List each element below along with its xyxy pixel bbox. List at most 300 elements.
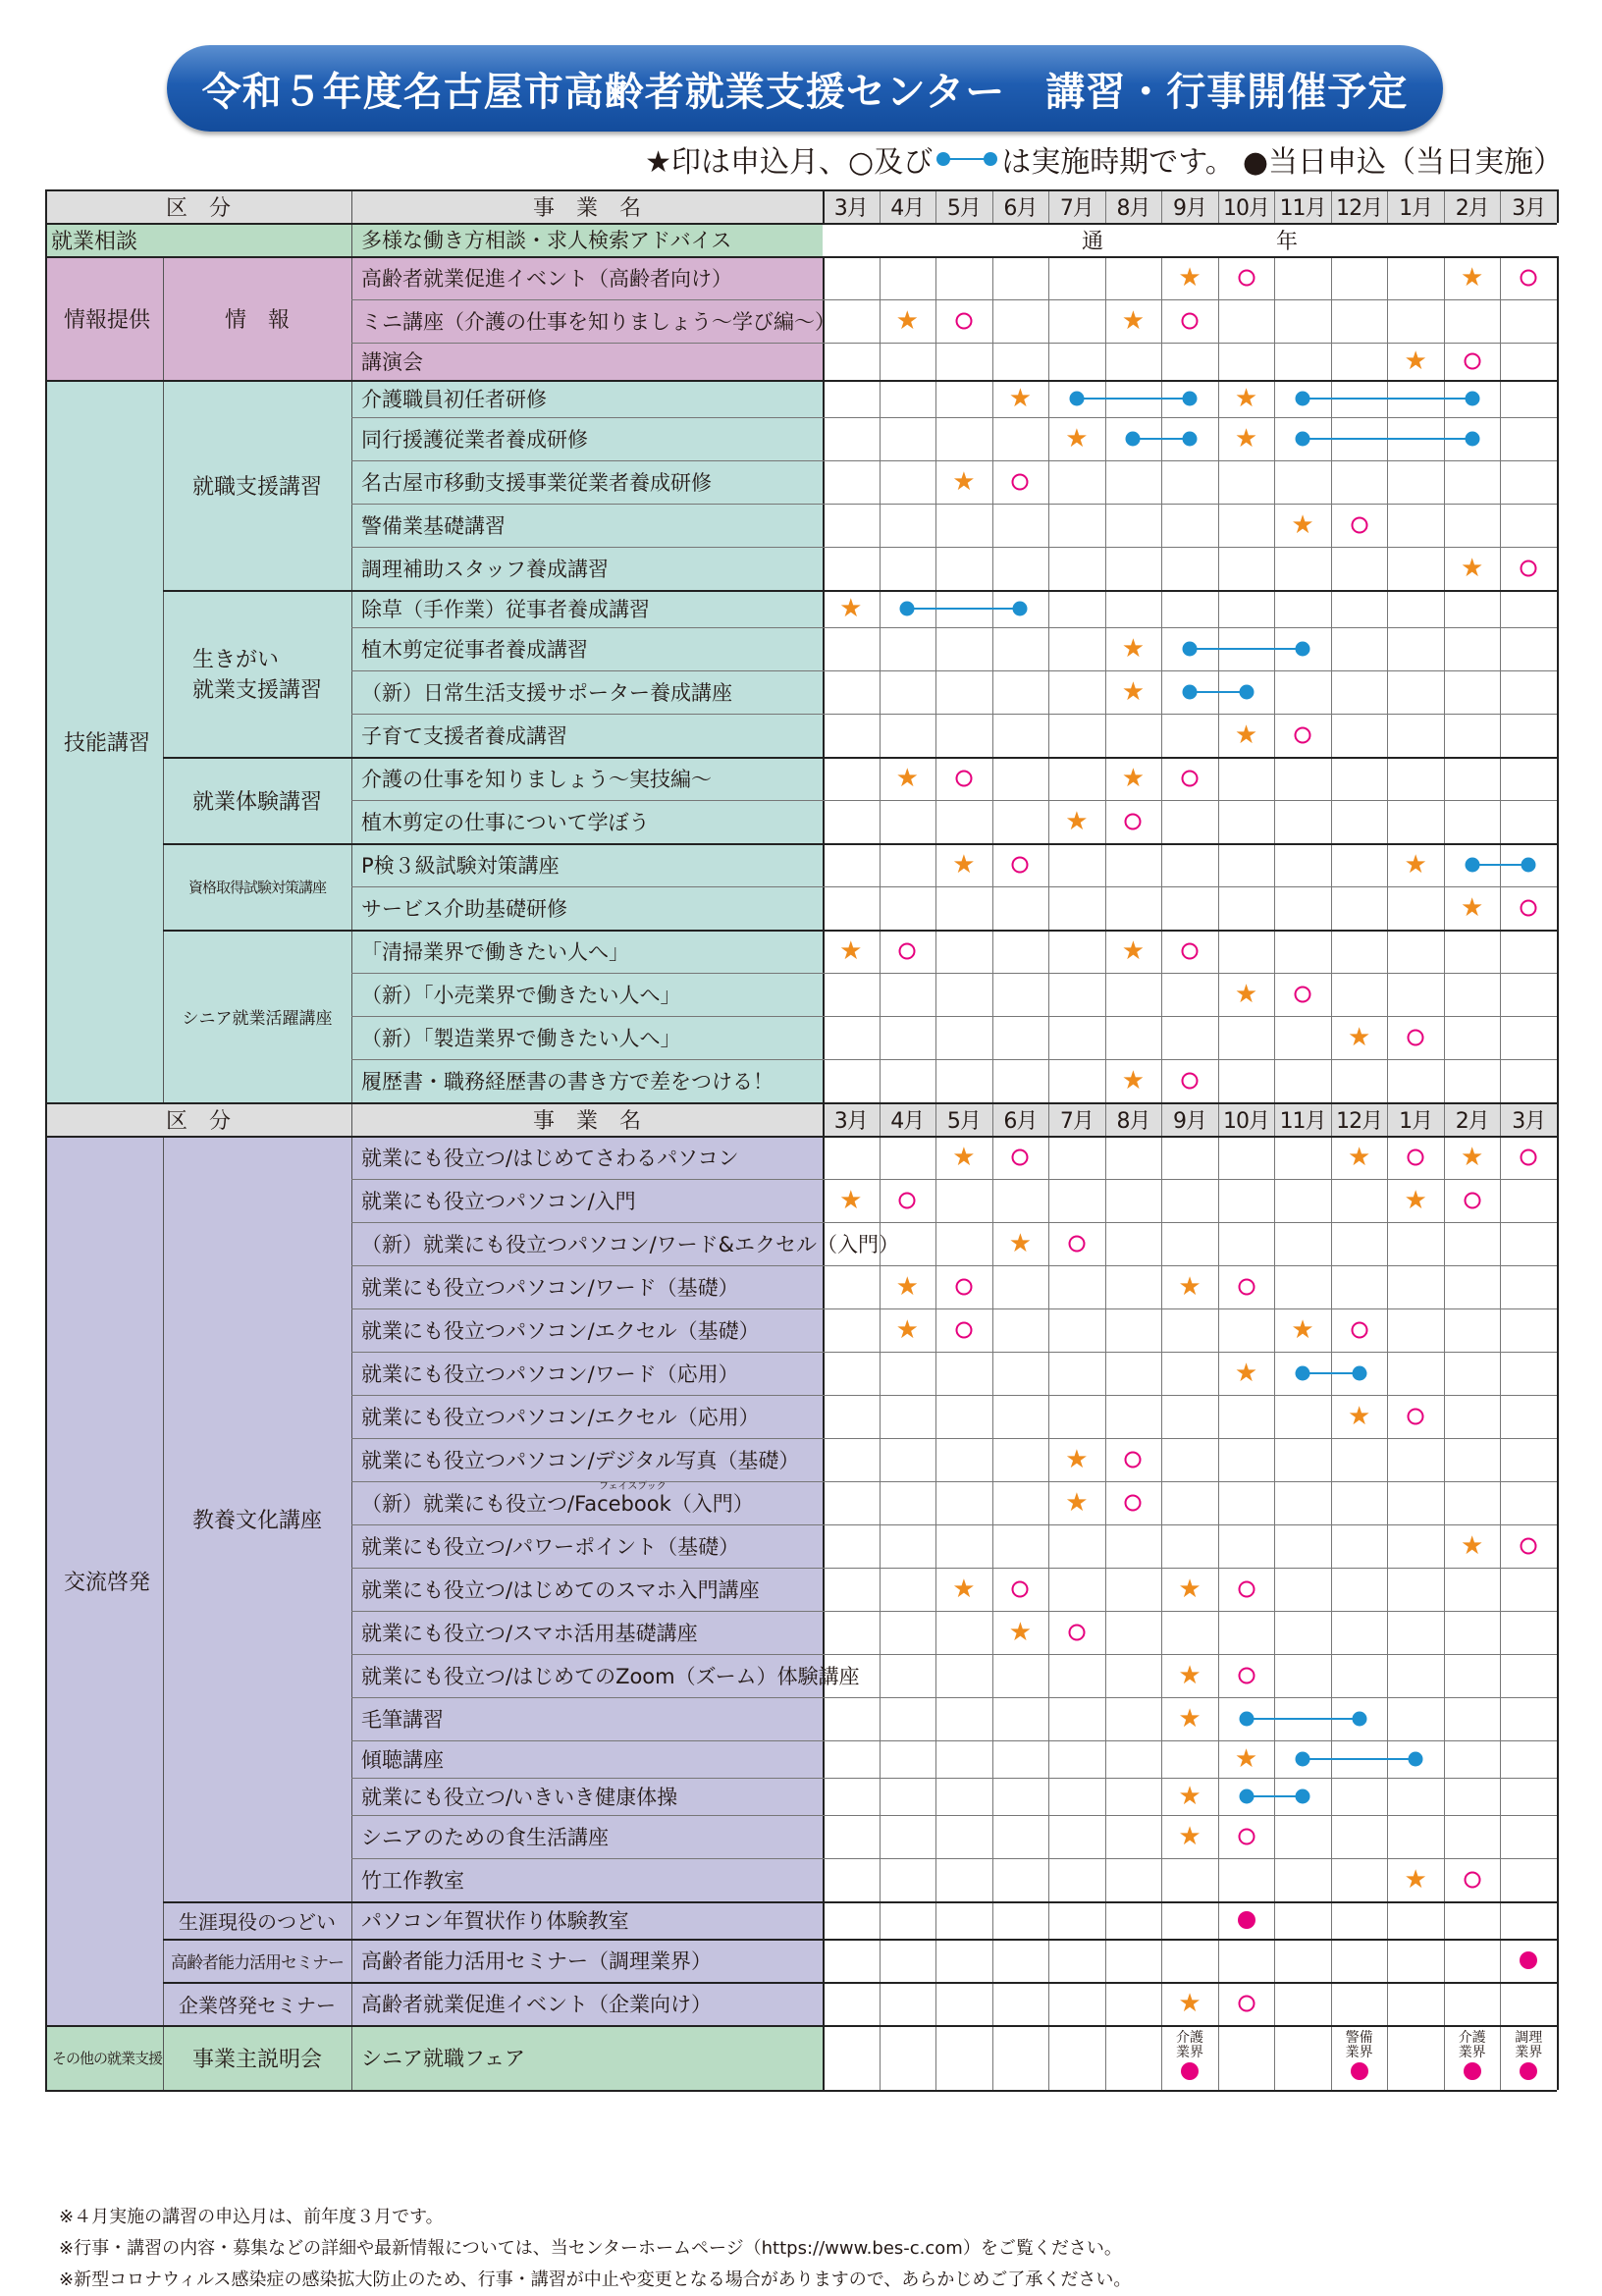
- grid-vline: [880, 189, 881, 223]
- dot-icon: [1183, 685, 1198, 700]
- row-name: 就業にも役立つ/パワーポイント（基礎）: [351, 1524, 823, 1568]
- star-icon: ★: [895, 1315, 919, 1345]
- grid-hline: [351, 547, 1557, 548]
- grid-vline: [351, 189, 352, 2090]
- grid-vline: [1557, 256, 1559, 1102]
- subgroup-4: 資格取得試験対策講座: [163, 843, 351, 930]
- subgroup-10: 事業主説明会: [163, 2025, 351, 2090]
- grid-hline: [351, 1179, 1557, 1180]
- row-name: 就業にも役立つパソコン/ワード（応用）: [351, 1352, 823, 1395]
- grid-vline: [1500, 1102, 1501, 2090]
- legend-star-text: ★印は申込月、: [645, 145, 849, 180]
- grid-vline: [935, 256, 936, 1102]
- grid-hline: [351, 343, 1557, 344]
- dot-icon: [1126, 432, 1141, 447]
- dot-icon: [1352, 1366, 1366, 1381]
- row-name: 就業にも役立つ/はじめてのZoom（ズーム）体験講座: [351, 1654, 823, 1697]
- circle-icon: [1125, 814, 1142, 830]
- row-name: 介護の仕事を知りましょう～実技編～: [351, 757, 823, 800]
- star-icon: ★: [1008, 1618, 1033, 1647]
- row-name: 警備業基礎講習: [351, 504, 823, 547]
- legend: [645, 135, 1563, 183]
- star-icon: ★: [1178, 1782, 1202, 1811]
- star-icon: ★: [952, 467, 976, 497]
- row-name: 就業にも役立つ/いきいき健康体操: [351, 1778, 823, 1815]
- month-header: 4月: [880, 189, 936, 223]
- grid-hline: [163, 1982, 1557, 1984]
- grid-hline: [351, 1438, 1557, 1439]
- star-icon: ★: [1178, 1822, 1202, 1851]
- note-2: ※行事・講習の内容・募集などの詳細や最新情報については、当センターホームページ（https://www.bes-c.com）をご覧ください。: [59, 2238, 1122, 2259]
- month-header: 3月: [1500, 189, 1557, 223]
- circle-icon: [1521, 561, 1537, 577]
- circle-icon: [1408, 1409, 1424, 1425]
- dot-icon: [1296, 642, 1310, 657]
- month-header: 11月: [1274, 189, 1331, 223]
- dot-icon: [1465, 392, 1479, 406]
- month-header: 10月: [1218, 1102, 1275, 1136]
- grid-hline: [351, 1059, 1557, 1060]
- grid-hline: [351, 1568, 1557, 1569]
- grid-vline: [1331, 1102, 1332, 2090]
- legend-period-text: は実施時期です。: [1001, 145, 1235, 180]
- grid-vline: [1048, 189, 1049, 223]
- star-icon: ★: [1121, 936, 1146, 966]
- grid-hline: [351, 1697, 1557, 1698]
- month-header: 12月: [1331, 189, 1388, 223]
- grid-hline: [351, 1265, 1557, 1266]
- grid-hline: [351, 670, 1557, 671]
- month-header: 7月: [1048, 189, 1105, 223]
- circle-icon: [1012, 474, 1029, 491]
- schedule-table: [45, 189, 1557, 2191]
- row-name: 就業にも役立つパソコン/入門: [351, 1179, 823, 1222]
- grid-hline: [351, 1524, 1557, 1525]
- subgroup-0: 情 報: [163, 256, 351, 380]
- month-header: 1月: [1387, 189, 1444, 223]
- grid-vline: [1444, 189, 1445, 223]
- subgroup-8: 高齢者能力活用セミナー: [163, 1939, 351, 1982]
- pink-dot-icon: [1181, 2062, 1199, 2080]
- circle-icon: [1408, 1030, 1424, 1046]
- circle-icon: [1464, 353, 1480, 370]
- dot-icon: [1296, 1789, 1310, 1804]
- period-line: [1190, 691, 1247, 693]
- circle-icon: [1012, 1581, 1029, 1598]
- grid-hline: [351, 1395, 1557, 1396]
- circle-icon: [1238, 1668, 1255, 1684]
- star-icon: ★: [895, 764, 919, 793]
- grid-hline: [45, 2025, 1557, 2027]
- grid-hline: [351, 299, 1557, 300]
- period-line: [1303, 398, 1472, 400]
- grid-hline: [351, 973, 1557, 974]
- row-name: 就業にも役立つパソコン/ワード（基礎）: [351, 1265, 823, 1308]
- row-name: 高齢者就業促進イベント（高齢者向け）: [351, 256, 823, 299]
- star-icon: ★: [895, 306, 919, 336]
- row-name: シニアのための食生活講座: [351, 1815, 823, 1858]
- ruby-text: フェイスブック: [599, 1481, 667, 1492]
- dot-icon: [1296, 392, 1310, 406]
- grid-vline: [823, 256, 825, 1102]
- row-name: 就業にも役立つパソコン/エクセル（基礎）: [351, 1308, 823, 1352]
- grid-hline: [163, 590, 1557, 592]
- grid-hline: [351, 1858, 1557, 1859]
- row-name: （新）「小売業界で働きたい人へ」: [351, 973, 823, 1016]
- star-icon: ★: [1461, 554, 1484, 583]
- star-icon: ★: [1178, 263, 1202, 293]
- period-line: [1472, 864, 1529, 866]
- pink-dot-icon: [1464, 2062, 1481, 2080]
- row-name: 履歴書・職務経歴書の書き方で差をつける！: [351, 1059, 823, 1102]
- row-name: パソコン年賀状作り体験教室: [351, 1901, 823, 1939]
- circle-icon: [1521, 1149, 1537, 1166]
- grid-vline: [1557, 1102, 1559, 2090]
- circle-icon: [899, 1193, 916, 1209]
- grid-vline: [1274, 189, 1275, 223]
- circle-icon: [1182, 313, 1199, 330]
- star-icon: ★: [1008, 1229, 1033, 1258]
- grid-vline: [1500, 189, 1501, 223]
- row-name: 講演会: [351, 343, 823, 380]
- circle-icon: [1408, 1149, 1424, 1166]
- notes: [59, 2202, 1131, 2296]
- star-icon: ★: [1178, 1661, 1202, 1690]
- circle-icon: [1295, 727, 1311, 744]
- month-header: 3月: [823, 1102, 880, 1136]
- dot-icon: [1239, 685, 1254, 700]
- month-header: 8月: [1105, 189, 1162, 223]
- header-name: 事 業 名: [351, 1102, 823, 1136]
- grid-vline: [1444, 256, 1445, 1102]
- dot-icon: [1013, 602, 1028, 616]
- circle-icon: [1182, 1073, 1199, 1090]
- grid-vline: [935, 189, 936, 223]
- period-line: [1133, 438, 1190, 440]
- circle-icon: [1351, 517, 1367, 534]
- dot-icon: [1239, 1789, 1254, 1804]
- group-1: 情報提供: [45, 256, 163, 380]
- group-4: その他の就業支援: [45, 2025, 163, 2090]
- month-header: 3月: [1500, 1102, 1557, 1136]
- grid-vline: [880, 1102, 881, 2090]
- row-name: 除草（手作業）従事者養成講習: [351, 590, 823, 627]
- row-name: P検３級試験対策講座: [351, 843, 823, 886]
- row-name-text: （新）就業にも役立つ/Facebook（入門）: [361, 1492, 754, 1516]
- month-header: 6月: [992, 1102, 1049, 1136]
- row-name: 同行援護従業者養成研修: [351, 417, 823, 460]
- grid-hline: [163, 843, 1557, 845]
- grid-vline: [1218, 256, 1219, 1102]
- month-header: 2月: [1444, 1102, 1501, 1136]
- period-line: [1190, 648, 1303, 650]
- grid-hline: [351, 627, 1557, 628]
- row-name: 高齢者能力活用セミナー（調理業界）: [351, 1939, 823, 1982]
- star-icon: ★: [1008, 384, 1033, 413]
- month-header: 2月: [1444, 189, 1501, 223]
- circle-icon: [1182, 771, 1199, 787]
- dot-line-icon: [936, 151, 997, 167]
- note-3: ※新型コロナウィルス感染症の感染拡大防止のため、行事・講習が中止や変更となる場合がありますので、あらかじめご了承ください。: [59, 2269, 1132, 2290]
- group-3: 交流啓発: [45, 1136, 163, 2025]
- row-name: 就業にも役立つパソコン/デジタル写真（基礎）: [351, 1438, 823, 1481]
- row-name: サービス介助基礎研修: [351, 886, 823, 930]
- row-name: 就業にも役立つ/スマホ活用基礎講座: [351, 1611, 823, 1654]
- pink-dot-icon: [1351, 2062, 1368, 2080]
- grid-vline: [1444, 1102, 1445, 2090]
- grid-hline: [351, 1016, 1557, 1017]
- row-name: 多様な働き方相談・求人検索アドバイス: [351, 223, 823, 256]
- star-icon: ★: [1178, 1989, 1202, 2018]
- grid-hline: [351, 800, 1557, 801]
- period-line: [1247, 1795, 1304, 1797]
- dot-icon: [1183, 642, 1198, 657]
- circle-icon: [1125, 1452, 1142, 1468]
- star-icon: ★: [839, 936, 863, 966]
- subgroup-2: 生きがい 就業支援講習: [163, 590, 351, 757]
- star-icon: ★: [1404, 850, 1427, 880]
- grid-vline: [935, 1102, 936, 2090]
- grid-vline: [1161, 1102, 1162, 2090]
- grid-hline: [45, 256, 1557, 258]
- grid-hline: [351, 1481, 1557, 1482]
- subgroup-6: 教養文化講座: [163, 1136, 351, 1901]
- star-icon: ★: [1121, 764, 1146, 793]
- grid-hline: [351, 714, 1557, 715]
- circle-icon: [955, 771, 972, 787]
- row-name: 就業にも役立つパソコン/エクセル（応用）: [351, 1395, 823, 1438]
- star-icon: ★: [1291, 510, 1314, 540]
- subgroup-1: 就職支援講習: [163, 380, 351, 590]
- header-name: 事 業 名: [351, 189, 823, 223]
- row-name: 植木剪定の仕事について学ぼう: [351, 800, 823, 843]
- grid-vline: [1161, 256, 1162, 1102]
- grid-vline: [45, 189, 47, 2090]
- star-icon: ★: [1121, 306, 1146, 336]
- row-name: 植木剪定従事者養成講習: [351, 627, 823, 670]
- grid-vline: [1274, 1102, 1275, 2090]
- circle-icon: [1464, 1193, 1480, 1209]
- circle-icon: [1012, 1149, 1029, 1166]
- dot-icon: [1296, 1366, 1310, 1381]
- month-header: 10月: [1218, 189, 1275, 223]
- star-icon: ★: [895, 1272, 919, 1302]
- grid-hline: [163, 1939, 1557, 1941]
- grid-vline: [1048, 1102, 1049, 2090]
- dot-icon: [1296, 432, 1310, 447]
- grid-vline: [1331, 256, 1332, 1102]
- star-icon: ★: [839, 594, 863, 623]
- star-icon: ★: [1404, 1865, 1427, 1895]
- star-icon: ★: [1404, 1186, 1427, 1215]
- row-name: 毛筆講習: [351, 1697, 823, 1740]
- subgroup-3: 就業体験講習: [163, 757, 351, 843]
- grid-hline: [351, 417, 1557, 418]
- group-0: 就業相談: [45, 223, 351, 256]
- grid-hline: [163, 757, 1557, 759]
- dot-icon: [1239, 1712, 1254, 1727]
- star-icon: ★: [1065, 1488, 1089, 1518]
- grid-vline: [823, 189, 825, 223]
- star-icon: ★: [1234, 384, 1258, 413]
- row-name: 名古屋市移動支援事業従業者養成研修: [351, 460, 823, 504]
- grid-hline: [45, 1136, 1557, 1138]
- row-name: [351, 1481, 823, 1524]
- row-name: （新）日常生活支援サポーター養成講座: [351, 670, 823, 714]
- grid-vline: [1105, 256, 1106, 1102]
- star-icon: ★: [1234, 721, 1258, 750]
- grid-hline: [45, 2090, 1557, 2092]
- row-name: シニア就職フェア: [351, 2025, 823, 2090]
- dot-icon: [1183, 392, 1198, 406]
- star-icon: ★: [1347, 1023, 1371, 1052]
- star-icon: ★: [1461, 263, 1484, 293]
- period-line: [907, 608, 1020, 610]
- grid-vline: [1387, 1102, 1388, 2090]
- row-name: 高齢者就業促進イベント（企業向け）: [351, 1982, 823, 2025]
- grid-hline: [45, 1102, 1557, 1104]
- row-name: ミニ講座（介護の仕事を知りましょう～学び編～）: [351, 299, 823, 343]
- star-icon: ★: [1234, 980, 1258, 1009]
- grid-hline: [351, 1308, 1557, 1309]
- month-header: 8月: [1105, 1102, 1162, 1136]
- grid-vline: [880, 256, 881, 1102]
- row-name: （新）「製造業界で働きたい人へ」: [351, 1016, 823, 1059]
- circle-icon: [1068, 1625, 1085, 1641]
- circle-icon: [955, 1322, 972, 1339]
- row-name: 「清掃業界で働きたい人へ」: [351, 930, 823, 973]
- legend-sameday-text: ●当日申込（当日実施）: [1242, 145, 1563, 180]
- dot-icon: [1522, 858, 1536, 873]
- circle-icon: [1238, 1279, 1255, 1296]
- dot-icon: [1409, 1752, 1423, 1767]
- circle-icon: [1521, 270, 1537, 287]
- grid-hline: [351, 1611, 1557, 1612]
- circle-icon: [1521, 900, 1537, 917]
- row-name: 介護職員初任者研修: [351, 380, 823, 417]
- grid-hline: [351, 1740, 1557, 1741]
- grid-hline: [351, 886, 1557, 887]
- star-icon: ★: [952, 1143, 976, 1172]
- circle-icon: [955, 1279, 972, 1296]
- grid-hline: [351, 1815, 1557, 1816]
- star-icon: ★: [1065, 807, 1089, 836]
- grid-hline: [163, 930, 1557, 932]
- month-header: 9月: [1161, 189, 1218, 223]
- star-icon: ★: [1347, 1143, 1371, 1172]
- pink-dot-icon: [1238, 1911, 1255, 1929]
- grid-vline: [1161, 189, 1162, 223]
- grid-vline: [163, 256, 164, 1102]
- grid-hline: [351, 1778, 1557, 1779]
- row-name: 子育て支援者養成講習: [351, 714, 823, 757]
- star-icon: ★: [1234, 1359, 1258, 1388]
- row-name: 就業にも役立つ/はじめてさわるパソコン: [351, 1136, 823, 1179]
- grid-vline: [1274, 256, 1275, 1102]
- industry-label: 調理 業界: [1515, 2030, 1543, 2060]
- star-icon: ★: [1347, 1402, 1371, 1431]
- subgroup-9: 企業啓発セミナー: [163, 1982, 351, 2025]
- star-icon: ★: [1178, 1704, 1202, 1734]
- header-category: 区 分: [45, 189, 351, 223]
- grid-hline: [351, 1654, 1557, 1655]
- month-header: 4月: [880, 1102, 936, 1136]
- star-icon: ★: [952, 1575, 976, 1604]
- grid-vline: [823, 1102, 825, 2090]
- year-round-span: 通 年: [1081, 229, 1298, 254]
- grid-vline: [1500, 256, 1501, 1102]
- circle-icon: [1238, 1996, 1255, 2012]
- legend-circle-text: ○及び: [848, 145, 934, 180]
- grid-vline: [1105, 1102, 1106, 2090]
- grid-hline: [351, 1222, 1557, 1223]
- month-header: 9月: [1161, 1102, 1218, 1136]
- dot-icon: [1296, 1752, 1310, 1767]
- group-2: 技能講習: [45, 380, 163, 1102]
- star-icon: ★: [1121, 677, 1146, 707]
- star-icon: ★: [1121, 634, 1146, 664]
- star-icon: ★: [1121, 1066, 1146, 1095]
- month-header: 3月: [823, 189, 880, 223]
- circle-icon: [955, 313, 972, 330]
- month-header: 7月: [1048, 1102, 1105, 1136]
- row-name: （新）就業にも役立つパソコン/ワード&エクセル（入門）: [351, 1222, 823, 1265]
- star-icon: ★: [1234, 1744, 1258, 1774]
- star-icon: ★: [1461, 1531, 1484, 1561]
- header-category: 区 分: [45, 1102, 351, 1136]
- dot-icon: [1183, 432, 1198, 447]
- star-icon: ★: [1234, 424, 1258, 454]
- star-icon: ★: [1461, 1143, 1484, 1172]
- grid-vline: [992, 1102, 993, 2090]
- dot-icon: [1352, 1712, 1366, 1727]
- circle-icon: [1238, 270, 1255, 287]
- row-name: 竹工作教室: [351, 1858, 823, 1901]
- dot-icon: [1465, 858, 1479, 873]
- grid-hline: [45, 223, 1557, 225]
- month-header: 6月: [992, 189, 1049, 223]
- circle-icon: [899, 943, 916, 960]
- grid-vline: [1557, 189, 1559, 223]
- subgroup-7: 生涯現役のつどい: [163, 1901, 351, 1939]
- star-icon: ★: [1178, 1575, 1202, 1604]
- grid-vline: [1105, 189, 1106, 223]
- star-icon: ★: [952, 850, 976, 880]
- row-name: 就業にも役立つ/はじめてのスマホ入門講座: [351, 1568, 823, 1611]
- period-line: [1303, 1372, 1360, 1374]
- row-name: 調理補助スタッフ養成講習: [351, 547, 823, 590]
- circle-icon: [1012, 857, 1029, 874]
- industry-label: 介護 業界: [1176, 2030, 1203, 2060]
- grid-vline: [163, 1136, 164, 2090]
- star-icon: ★: [1291, 1315, 1314, 1345]
- row-name: 傾聴講座: [351, 1740, 823, 1778]
- circle-icon: [1125, 1495, 1142, 1512]
- circle-icon: [1238, 1829, 1255, 1845]
- grid-hline: [351, 460, 1557, 461]
- grid-vline: [992, 189, 993, 223]
- grid-vline: [1218, 1102, 1219, 2090]
- page-title: 令和５年度名古屋市高齢者就業支援センター 講習・行事開催予定: [167, 45, 1443, 132]
- month-header: 5月: [935, 1102, 992, 1136]
- period-line: [1303, 438, 1472, 440]
- dot-icon: [1069, 392, 1084, 406]
- grid-hline: [351, 504, 1557, 505]
- grid-vline: [1218, 189, 1219, 223]
- star-icon: ★: [1065, 424, 1089, 454]
- circle-icon: [1068, 1236, 1085, 1253]
- dot-icon: [900, 602, 915, 616]
